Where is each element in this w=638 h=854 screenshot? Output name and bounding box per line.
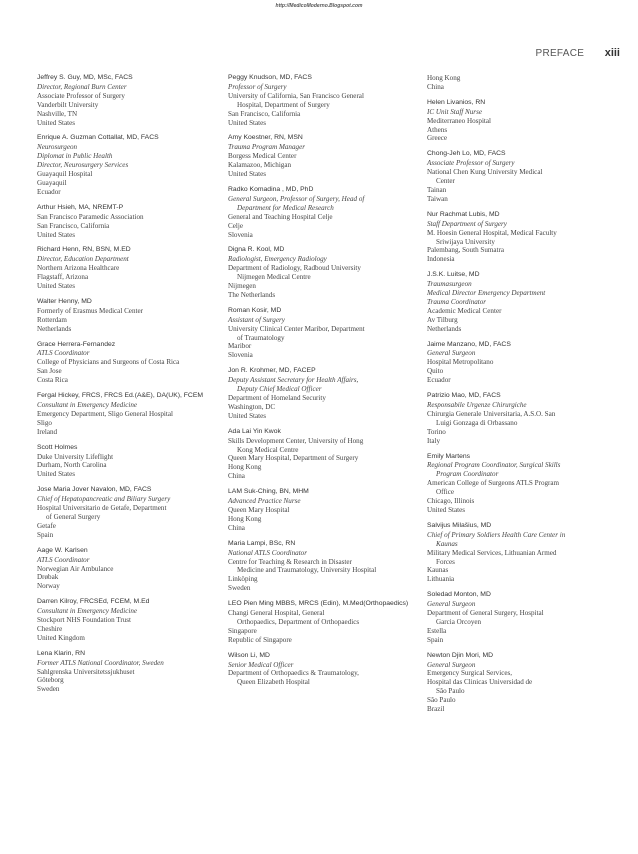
contributor-affiliation: Quito xyxy=(427,367,444,376)
contributor-affiliation: Sligo xyxy=(37,418,52,427)
contributor-affiliation: Celje xyxy=(228,221,243,230)
contributor-affiliation: San Francisco Paramedic Association xyxy=(37,212,144,221)
contributor-title: Chief of Hepatopancreatic and Biliary Surgery xyxy=(37,495,171,504)
contributor-affiliation: United States xyxy=(37,118,76,127)
contributor-entry xyxy=(37,392,237,437)
contributor-title: Director, Neurosurgery Services xyxy=(37,161,129,170)
column-2 xyxy=(228,74,424,694)
contributor-affiliation: Linköping xyxy=(228,575,258,584)
contributor-entry xyxy=(427,453,619,515)
contributor-name: J.S.K. Luitse, MD xyxy=(427,271,480,279)
contributor-affiliation: Singapore xyxy=(228,626,257,635)
contributor-affiliation: Hong Kong xyxy=(228,514,262,523)
contributor-affiliation: Queen Mary Hospital, Department of Surgery xyxy=(228,454,359,463)
contributor-title: Medical Director Emergency Department xyxy=(427,289,546,298)
contributor-name: Arthur Hsieh, MA, NREMT-P xyxy=(37,203,124,211)
contributor-name: Enrique A. Guzman Cottallat, MD, FACS xyxy=(37,134,159,142)
contributor-affiliation: Netherlands xyxy=(427,324,462,333)
contributor-affiliation: Emergency Department, Sligo General Hospital xyxy=(37,409,173,418)
contributor-affiliation: Guayaquil Hospital xyxy=(37,170,93,179)
contributor-title: Deputy Assistant Secretary for Health Affairs, xyxy=(228,376,359,385)
contributor-affiliation: Rotterdam xyxy=(37,315,67,324)
contributor-affiliation: Sweden xyxy=(228,584,251,593)
contributor-affiliation: United States xyxy=(228,118,267,127)
contributor-affiliation: Slovenia xyxy=(228,351,253,360)
contributor-entry xyxy=(37,246,237,291)
contributor-entry xyxy=(228,600,424,645)
contributor-name: Newton Djin Mori, MD xyxy=(427,651,494,659)
contributor-title: Responsabile Urgenze Chirurgiche xyxy=(427,401,527,409)
contributor-name: Soledad Monton, MD xyxy=(427,591,491,599)
contributor-name: Digna R. Kool, MD xyxy=(228,246,285,254)
contributor-entry xyxy=(37,444,237,480)
contributor-affiliation: Kong Medical Centre xyxy=(237,445,299,454)
contributor-name: Lena Klarin, RN xyxy=(37,649,85,657)
contributor-name: Maria Lampi, BSc, RN xyxy=(228,539,296,547)
contributor-affiliation: Academic Medical Center xyxy=(427,306,502,315)
contributor-affiliation: Spain xyxy=(427,635,444,644)
contributor-affiliation: Hong Kong xyxy=(427,74,461,82)
contributor-affiliation: Luigi Gonzaga di Orbassano xyxy=(436,418,518,427)
contributor-affiliation: Department of Radiology, Radboud University xyxy=(228,264,361,273)
contributor-title: General Surgeon xyxy=(427,600,476,609)
contributor-affiliation: China xyxy=(228,523,245,532)
contributor-entry xyxy=(228,74,424,127)
contributor-affiliation: São Paulo xyxy=(436,687,465,696)
contributor-title: Senior Medical Officer xyxy=(228,660,294,669)
column-1 xyxy=(37,74,237,701)
contributor-affiliation: Spain xyxy=(37,530,54,539)
contributor-title: Radiologist, Emergency Radiology xyxy=(228,255,327,264)
contributor-affiliation: American College of Surgeons ATLS Program xyxy=(427,479,560,488)
contributor-entry xyxy=(228,488,424,533)
contributor-title: ATLS Coordinator xyxy=(37,349,90,358)
contributor-entry xyxy=(37,598,237,643)
contributor-title: Former ATLS National Coordinator, Sweden xyxy=(37,658,164,667)
contributor-name: Patrizio Mao, MD, FACS xyxy=(427,392,501,400)
contributor-affiliation: M. Hoesin General Hospital, Medical Faculty xyxy=(427,228,557,237)
contributor-title: Deputy Chief Medical Officer xyxy=(237,385,322,394)
contributor-name: Jaime Manzano, MD, FACS xyxy=(427,340,511,348)
contributor-entry xyxy=(427,211,619,264)
contributor-affiliation: Av Tilburg xyxy=(427,315,458,324)
contributor-affiliation: Nijmegen Medical Centre xyxy=(237,273,311,282)
contributor-title: Assistant of Surgery xyxy=(228,315,285,324)
contributor-name: Radko Komadina , MD, PhD xyxy=(228,185,314,193)
contributor-affiliation: Changi General Hospital, General xyxy=(228,609,325,618)
contributor-title: Director, Regional Burn Center xyxy=(37,82,127,91)
contributor-affiliation: University of California, San Francisco General xyxy=(228,91,364,100)
contributor-affiliation: Washington, DC xyxy=(228,402,276,411)
contributor-entry xyxy=(228,307,424,360)
contributor-affiliation: Sweden xyxy=(37,685,60,694)
contributor-affiliation: Orthopaedics, Department of Orthopaedics xyxy=(237,617,360,626)
contributor-affiliation: Chicago, Illinois xyxy=(427,497,475,506)
contributor-affiliation: Göteborg xyxy=(37,676,64,685)
contributor-name: Darren Kilroy, FRCSEd, FCEM, M.Ed xyxy=(37,598,150,606)
contributor-title: Trauma Program Manager xyxy=(228,143,305,152)
contributor-affiliation: United States xyxy=(37,230,76,239)
contributor-affiliation: Italy xyxy=(427,436,440,445)
contributor-affiliation: São Paulo xyxy=(427,696,456,705)
contributor-affiliation: Kalamazoo, Michigan xyxy=(228,161,292,170)
contributor-title: Diplomat in Public Health xyxy=(37,152,113,161)
contributor-title: Professor of Surgery xyxy=(228,82,287,91)
contributor-name: Jeffrey S. Guy, MD, MSc, FACS xyxy=(37,74,133,81)
contributor-affiliation: Republic of Singapore xyxy=(228,635,292,644)
contributor-affiliation: Hong Kong xyxy=(228,463,262,472)
contributor-affiliation: Department of General Surgery, Hospital xyxy=(427,609,544,618)
source-url: http://MedicoModerno.Blogspot.com xyxy=(275,3,363,9)
contributor-name: Amy Koestner, RN, MSN xyxy=(228,134,303,142)
contributor-entry xyxy=(427,341,619,386)
contributor-name: LAM Suk-Ching, BN, MHM xyxy=(228,488,309,496)
contributor-entry xyxy=(228,134,424,179)
contributor-affiliation: Forces xyxy=(436,557,455,566)
contributor-name: LEO Pien Ming MBBS, MRCS (Edin), M.Med(Orthopaedics) xyxy=(228,600,409,608)
contributor-affiliation: Formerly of Erasmus Medical Center xyxy=(37,306,143,315)
contributor-name: Ada Lai Yin Kwok xyxy=(228,427,281,435)
contributor-title: General Surgeon xyxy=(427,349,476,358)
column-3 xyxy=(427,74,619,721)
contributor-entry xyxy=(37,341,237,386)
contributor-affiliation: Indonesia xyxy=(427,255,455,264)
contributor-title: Associate Professor of Surgery xyxy=(427,159,515,168)
contributor-affiliation: Mediterraneo Hospital xyxy=(427,116,492,125)
contributor-affiliation: General and Teaching Hospital Celje xyxy=(228,212,333,221)
contributor-affiliation: Lithuania xyxy=(427,575,455,584)
contributor-title: Director, Education Department xyxy=(37,255,129,264)
contributor-affiliation: Ecuador xyxy=(427,376,451,385)
contributor-entry xyxy=(427,271,619,333)
contributor-name: Aage W. Karlsen xyxy=(37,546,88,554)
contributor-affiliation: Guayaquil xyxy=(37,178,67,187)
contributor-affiliation: United States xyxy=(228,170,267,179)
contributor-name: Roman Kosir, MD xyxy=(228,306,282,314)
contributor-affiliation: Nijmegen xyxy=(228,282,256,291)
contributor-affiliation: Stockport NHS Foundation Trust xyxy=(37,616,132,625)
contributor-title: Kaunas xyxy=(436,539,458,548)
contributor-affiliation: Palembang, South Sumatra xyxy=(427,246,505,255)
contributor-affiliation: Cheshire xyxy=(37,624,63,633)
contributor-name: Richard Henn, RN, BSN, M.ED xyxy=(37,246,131,254)
contributor-affiliation: of Traumatology xyxy=(237,333,285,342)
contributor-title: Traumasurgeon xyxy=(427,280,472,289)
contributor-affiliation: Department of Homeland Security xyxy=(228,394,326,402)
contributor-affiliation: National Chen Kung University Medical xyxy=(427,168,543,177)
contributor-affiliation: Northern Arizona Healthcare xyxy=(37,264,120,273)
contributor-affiliation: Getafe xyxy=(37,521,56,530)
contributor-affiliation: University Clinical Center Maribor, Department xyxy=(228,324,365,333)
contributor-affiliation: Department of Orthopaedics & Traumatology, xyxy=(228,669,359,678)
contributor-affiliation: Kaunas xyxy=(427,566,449,575)
contributor-affiliation: Sahlgrenska Universitetssjukhuset xyxy=(37,667,135,676)
contributor-name: Jose Maria Jover Navalon, MD, FACS xyxy=(37,486,152,494)
contributor-affiliation: Tainan xyxy=(427,185,447,194)
contributor-entry xyxy=(427,150,619,203)
contributor-affiliation: Hospital Metropolitano xyxy=(427,358,494,367)
contributor-affiliation: Ireland xyxy=(37,427,58,436)
contributor-title: General Surgeon xyxy=(427,660,476,669)
contributor-entry xyxy=(427,99,619,144)
contributor-entry xyxy=(427,652,619,714)
contributor-affiliation: Emergency Surgical Services, xyxy=(427,669,513,678)
contributor-name: Helen Livanios, RN xyxy=(427,98,486,106)
contributor-affiliation: Slovenia xyxy=(228,230,253,239)
contributor-affiliation: Durham, North Carolina xyxy=(37,461,107,470)
contributor-entry xyxy=(427,522,619,584)
contributor-entry xyxy=(427,392,619,445)
contributor-affiliation: Brazil xyxy=(427,705,445,714)
contributor-entry xyxy=(37,298,237,334)
contributor-name: Emily Martens xyxy=(427,452,471,460)
contributor-entry xyxy=(37,134,237,196)
contributor-entry xyxy=(37,486,237,539)
contributor-affiliation: San Francisco, California xyxy=(228,109,301,118)
contributor-entry xyxy=(37,650,237,695)
contributor-affiliation: Norway xyxy=(37,582,60,591)
contributor-entry xyxy=(228,246,424,299)
contributor-name: Salvijus Milašius, MD xyxy=(427,521,492,529)
contributor-affiliation: The Netherlands xyxy=(228,290,276,299)
contributor-title: Trauma Coordinator xyxy=(427,297,487,306)
contributor-affiliation: Drøbak xyxy=(37,573,59,582)
contributor-affiliation: Centre for Teaching & Research in Disaster xyxy=(228,557,352,566)
contributor-affiliation: Vanderbilt University xyxy=(37,100,99,109)
contributor-affiliation: Borgess Medical Center xyxy=(228,152,297,161)
contributor-affiliation: Ecuador xyxy=(37,187,61,196)
contributor-affiliation: United States xyxy=(37,470,76,479)
contributor-affiliation: Netherlands xyxy=(37,324,72,333)
contributor-entry xyxy=(37,74,237,127)
contributor-affiliation: Chirurgia Generale Universitaria, A.S.O. San xyxy=(427,409,556,418)
contributor-entry xyxy=(228,540,424,593)
contributor-affiliation: China xyxy=(427,82,444,91)
page-number: xiii xyxy=(604,47,620,59)
contributor-entry xyxy=(228,367,424,420)
contributor-affiliation: Greece xyxy=(427,134,448,143)
contributor-title: Regional Program Coordinator, Surgical Skills xyxy=(427,461,561,470)
contributor-affiliation: Maribor xyxy=(228,342,252,351)
contributor-affiliation: Center xyxy=(436,177,455,186)
contributor-title: IC Unit Staff Nurse xyxy=(427,107,482,116)
contributor-title: Neurosurgeon xyxy=(37,143,78,152)
contributor-affiliation: Queen Mary Hospital xyxy=(228,505,290,514)
contributor-affiliation: Associate Professor of Surgery xyxy=(37,91,125,100)
contributor-affiliation: San Francisco, California xyxy=(37,221,110,230)
contributor-title: General Surgeon, Professor of Surgery, Head of xyxy=(228,194,365,203)
contributor-title: Consultant in Emergency Medicine xyxy=(37,607,138,616)
contributor-affiliation: United States xyxy=(427,505,466,514)
contributor-affiliation: Costa Rica xyxy=(37,376,68,385)
page-header xyxy=(535,43,620,61)
contributor-entry xyxy=(228,652,424,688)
contributor-title: National ATLS Coordinator xyxy=(228,548,307,557)
contributor-affiliation: Military Medical Services, Lithuanian Armed xyxy=(427,548,557,557)
contributor-entry xyxy=(228,428,424,481)
contributor-title: Staff Department of Surgery xyxy=(427,219,507,228)
contributor-affiliation: Office xyxy=(436,488,454,497)
contributor-name: Scott Holmes xyxy=(37,443,78,451)
contributor-name: Peggy Knudson, MD, FACS xyxy=(228,74,312,81)
contributor-affiliation: San Jose xyxy=(37,367,62,376)
contributor-name: Nur Rachmat Lubis, MD xyxy=(427,210,500,218)
contributor-affiliation: United States xyxy=(37,282,76,291)
contributor-affiliation: Medicine and Traumatology, University Hospital xyxy=(237,566,377,575)
contributor-entry xyxy=(37,204,237,240)
section-title: PREFACE xyxy=(535,48,585,59)
contributor-affiliation: Flagstaff, Arizona xyxy=(37,273,89,282)
contributor-affiliation: of General Surgery xyxy=(46,512,101,521)
contributor-affiliation: Hospital, Department of Surgery xyxy=(237,100,330,109)
contributor-affiliation: Skills Development Center, University of Hong xyxy=(228,436,364,445)
contributor-entry xyxy=(228,186,424,239)
contributor-affiliation: United States xyxy=(228,411,267,420)
contributor-affiliation: Queen Elizabeth Hospital xyxy=(237,678,310,687)
contributor-entry xyxy=(427,591,619,644)
contributor-affiliation: United Kingdom xyxy=(37,633,85,642)
contributor-title: Department for Medical Research xyxy=(237,203,334,212)
contributor-name: Wilson Li, MD xyxy=(228,651,270,659)
contributor-affiliation: Norwegian Air Ambulance xyxy=(37,564,114,573)
contributor-entry xyxy=(427,74,619,92)
contributor-name: Chong-Jeh Lo, MD, FACS xyxy=(427,150,506,158)
contributor-title: Chief of Primary Soldiers Health Care Center in xyxy=(427,530,566,539)
contributor-title: Program Coordinator xyxy=(436,470,499,479)
contributor-affiliation: Nashville, TN xyxy=(37,109,78,118)
contributor-affiliation: Estella xyxy=(427,626,447,635)
contributor-entry xyxy=(37,547,237,592)
contributor-name: Grace Herrera-Fernandez xyxy=(37,340,116,348)
contributor-title: ATLS Coordinator xyxy=(37,555,90,564)
contributor-affiliation: Sriwijaya University xyxy=(436,237,495,246)
contributor-affiliation: Torino xyxy=(427,427,446,436)
contributor-name: Fergal Hickey, FRCS, FRCS Ed.(A&E), DA(UK), FCEM xyxy=(37,392,204,400)
contributor-name: Jon R. Krohmer, MD, FACEP xyxy=(228,367,316,375)
contributor-affiliation: Hospital das Clinicas Universidad de xyxy=(427,678,533,687)
contributor-affiliation: Garcia Orcoyen xyxy=(436,617,482,626)
contributor-affiliation: Athens xyxy=(427,125,448,134)
contributor-affiliation: College of Physicians and Surgeons of Costa Rica xyxy=(37,358,180,367)
contributor-title: Consultant in Emergency Medicine xyxy=(37,401,138,409)
contributor-title: Advanced Practice Nurse xyxy=(228,497,301,506)
contributor-affiliation: Hospital Universitario de Getafe, Department xyxy=(37,504,167,513)
contributor-name: Walter Henny, MD xyxy=(37,297,92,305)
contributor-affiliation: China xyxy=(228,472,245,481)
contributor-affiliation: Taiwan xyxy=(427,194,448,203)
contributor-affiliation: Duke University Lifeflight xyxy=(37,452,114,461)
